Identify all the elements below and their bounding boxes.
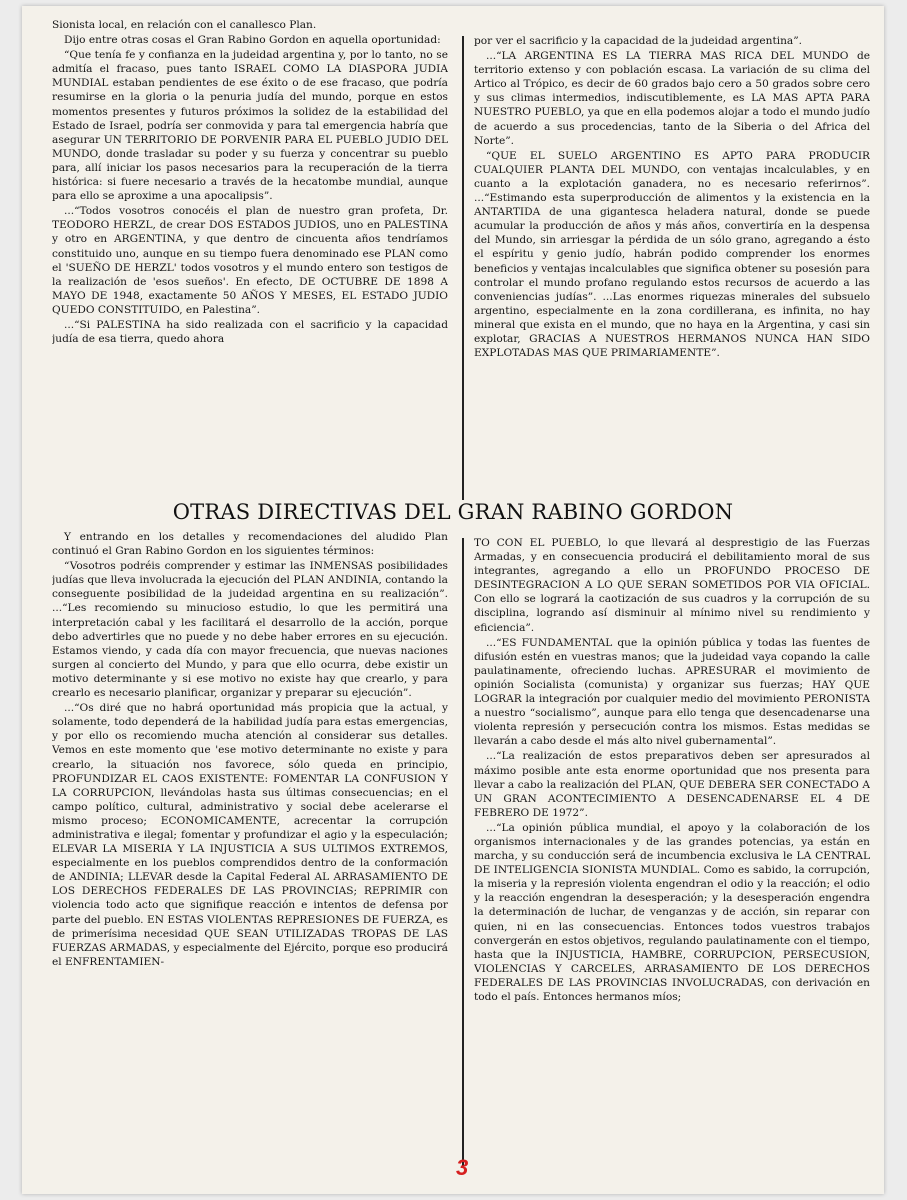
- paragraph: ...“Todos vosotros conocéis el plan de nuestro gran profeta, Dr. TEODORO HERZL, de crear DOS ESTADOS JUDIOS, uno en PALESTINA y otro en ARGENTINA, y que dentro de cincuenta años tendríamos constituido uno, aunque en su tiempo fuera denominado ese PLAN como el 'SUEÑO DE HERZL' todos vosotros y el mundo entero son testigos de la realización de 'esos sueños'. En efecto, DE OCTUBRE DE 1898 A MAYO DE 1948, exactamente 50 AÑOS Y MESES, EL ESTADO JUDIO QUEDO CONSTITUIDO, en Palestina”.: [52, 205, 448, 316]
- paragraph: ...“LA ARGENTINA ES LA TIERRA MAS RICA DEL MUNDO de territorio extenso y con población escasa. La variación de su clima del Artico al Trópico, es decir de 60 grados bajo cero a 50 grados sobre cero y sus climas intermedios, indiscutiblemente, es LA MAS APTA PARA NUESTRO PUEBLO, ya que en ella podemos alojar a todo el mundo judío de acuerdo a sus procedencias, tanto de la Siberia o del Africa del Norte”.: [474, 50, 870, 147]
- paragraph: Dijo entre otras cosas el Gran Rabino Gordon en aquella oportunidad:: [64, 34, 441, 47]
- paragraph: Y entrando en los detalles y recomendaciones del aludido Plan continuó el Gran Rabino Gordon en los siguientes términos:: [52, 531, 448, 558]
- column-divider: [462, 538, 464, 1166]
- paragraph: ...“Si PALESTINA ha sido realizada con el sacrificio y la capacidad judía de esa tierra, quedo ahora: [52, 318, 448, 346]
- paragraph: por ver el sacrificio y la capacidad de la judeidad argentina”.: [474, 35, 803, 47]
- column-divider: [462, 36, 464, 500]
- column-top-left: [52, 18, 448, 496]
- paragraph: ...“ES FUNDAMENTAL que la opinión pública y todas las fuentes de difusión estén en vuestras manos; que la judeidad vaya copando la calle paulatinamente, ofreciendo luchas. APRESURAR el movimiento de opinión Socialista (comunista) y organizar sus fuerzas; HAY QUE LOGRAR la integración por cualquier medio del movimiento PERONISTA a nuestro “socialismo”, aunque para ello tenga que desencadenarse una violenta represión y persecución contra los mismos. Estas medidas se llevarán a cabo desde el más alto nivel gubernamental”.: [474, 636, 870, 748]
- paragraph: ...“La opinión pública mundial, el apoyo y la colaboración de los organismos internacionales y de las grandes potencias, ya están en marcha, y su conducción será de incumbencia exclusiva le LA CENTRAL DE INTELIGENCIA SIONISTA MUNDIAL. Como es sabido, la corrupción, la miseria y la represión violenta engendran el odio y la reacción; el odio y la reacción engendran la desesperación; y la desesperación engendra la determinación de luchar, de venganzas y de acción, sin reparar con quien, ni en las consecuencias. Entonces todos vuestros trabajos convergerán en estos objetivos, regulando paulatinamente con el tiempo, hasta que la INJUSTICIA, HAMBRE, CORRUPCION, PERSECUSION, VIOLENCIAS Y CARCELES, ARRASAMIENTO DE LOS DERECHOS FEDERALES DE LAS PROVINCIAS INVOLUCRADAS, con derivación en todo el país. Entonces hermanos míos;: [474, 821, 870, 1003]
- paragraph: TO CON EL PUEBLO, lo que llevará al desprestigio de las Fuerzas Armadas, y en consecuencia producirá el debilitamiento moral de sus integrantes, agregando a ello un PROFUNDO PROCESO DE DESINTEGRACION A LO QUE SERAN SOMETIDOS POR VIA OFICIAL. Con ello se logrará la caotización de sus cuadros y la corrupción de su disciplina, logrando así disminuir al mínimo nivel su rendimiento y eficiencia”.: [474, 537, 870, 634]
- paragraph: ...“La realización de estos preparativos deben ser apresurados al máximo posible ante esta enorme oportunidad que nos presenta para llevar a cabo la realización del PLAN, QUE DEBERA SER CONECTADO A UN GRAN ACONTECIMIENTO A DESENCADENARSE EL 4 DE FEBRERO DE 1972”.: [474, 750, 870, 819]
- paragraph: “Que tenía fe y confianza en la judeidad argentina y, por lo tanto, no se admitía el fracaso, pues tanto ISRAEL COMO LA DIASPORA JUDIA MUNDIAL estaban pendientes de ese éxito o de ese fracaso, que podría resumirse en la gloria o la penuria judía del mundo, porque en estos momentos presentes y futuros próximos la solidez de la estabilidad del Estado de Israel, podría ser conmovida y para tal emergencia habría que asegurar UN TERRITORIO DE PORVENIR PARA EL PUEBLO JUDIO DEL MUNDO, donde trasladar su poder y su fuerza y concentrar su pueblo para, allí iniciar los pasos necesarios para la recuperación de la tierra histórica: si fuere necesario a través de la hecatombe mundial, aunque para ello se aproxime a una apocalipsis”.: [52, 49, 448, 203]
- section-headline: OTRAS DIRECTIVAS DEL GRAN RABINO GORDON: [172, 500, 734, 524]
- column-bottom-left: [52, 530, 448, 1162]
- paragraph: “QUE EL SUELO ARGENTINO ES APTO PARA PRODUCIR CUALQUIER PLANTA DEL MUNDO, con ventajas incalculables, y en cuanto a la explotación ganadera, no es necesario referirnos”. ...“Estimando esta superproducción de alimentos y la existencia en la ANTARTIDA de una gigantesca heladera natural, donde se puede acumular la producción de años y más años, convertiría en la despensa del Mundo, sin arriesgar la pérdida de un sólo grano, agregando a ésto el espíritu y genio judío, habrán podido comprender los enormes beneficios y ventajas incalculables que significa obtener su posesión para controlar el mundo profano regulando estos recursos de acuerdo a las conveniencias judías”. ...Las enormes riquezas minerales del subsuelo argentino, especialmente en la zona cordillerana, es infinita, no hay mineral que exista en el mundo, que no haya en la Argentina, y casi sin explotar, GRACIAS A NUESTROS HERMANOS NUNCA HAN SIDO EXPLOTADAS MAS QUE PRIMARIAMENTE”.: [474, 149, 870, 360]
- page-number: 3: [456, 1155, 469, 1180]
- paragraph: “Vosotros podréis comprender y estimar las INMENSAS posibilidades judías que lleva involucrada la ejecución del PLAN ANDINIA, contando la conseguente posibilidad de la judeidad argentina en su realización”. ...“Les recomiendo su minucioso estudio, lo que les permitirá una interpretación cabal y les facilitará el desarrollo de la acción, porque debo advertirles que no puede y no debe haber errores en su ejecución. Estamos viendo, y cada día con mayor frecuencia, que nuevas naciones surgen al concierto del Mundo, y para que ello ocurra, debe existir un motivo determinante y si ese motivo no existe hay que crearlo, y para crearlo es necesario planificar, organizar y preparar su ejecución”.: [52, 560, 448, 700]
- paragraph: Sionista local, en relación con el canallesco Plan.: [52, 19, 317, 31]
- paragraph: ...“Os diré que no habrá oportunidad más propicia que la actual, y solamente, todo dependerá de la habilidad judía para estas emergencias, y por ello os recomiendo mucha atención al considerar sus detalles. Vemos en este momento que 'ese motivo determinante no existe y para crearlo, la situación nos favorece, sólo queda en principio, PROFUNDIZAR EL CAOS EXISTENTE: FOMENTAR LA CONFUSION Y LA CORRUPCION, llevándolas hasta sus últimas consecuencias; en el campo político, cultural, administrativo y social debe acelerarse el mismo proceso; ECONOMICAMENTE, acrecentar la corrupción administrativa e ilegal; fomentar y profundizar el agio y la especulación; ELEVAR LA MISERIA Y LA INJUSTICIA A SUS ULTIMOS EXTREMOS, especialmente en los pueblos comprendidos dentro de la conformación de ANDINIA; LLEVAR desde la Capital Federal AL ARRASAMIENTO DE LOS DERECHOS FEDERALES DE LAS PROVINCIAS; REPRIMIR con violencia todo acto que signifique reacción e intentos de defensa por parte del pueblo. EN ESTAS VIOLENTAS REPRESIONES DE FUERZA, es de primerísima necesidad QUE SEAN UTILIZADAS TROPAS DE LAS FUERZAS ARMADAS, y especialmente del Ejército, porque eso producirá el ENFRENTAMIEN-: [52, 702, 448, 968]
- newspaper-page: [22, 6, 884, 1194]
- column-bottom-right: [474, 536, 870, 1162]
- column-top-right: [474, 34, 870, 496]
